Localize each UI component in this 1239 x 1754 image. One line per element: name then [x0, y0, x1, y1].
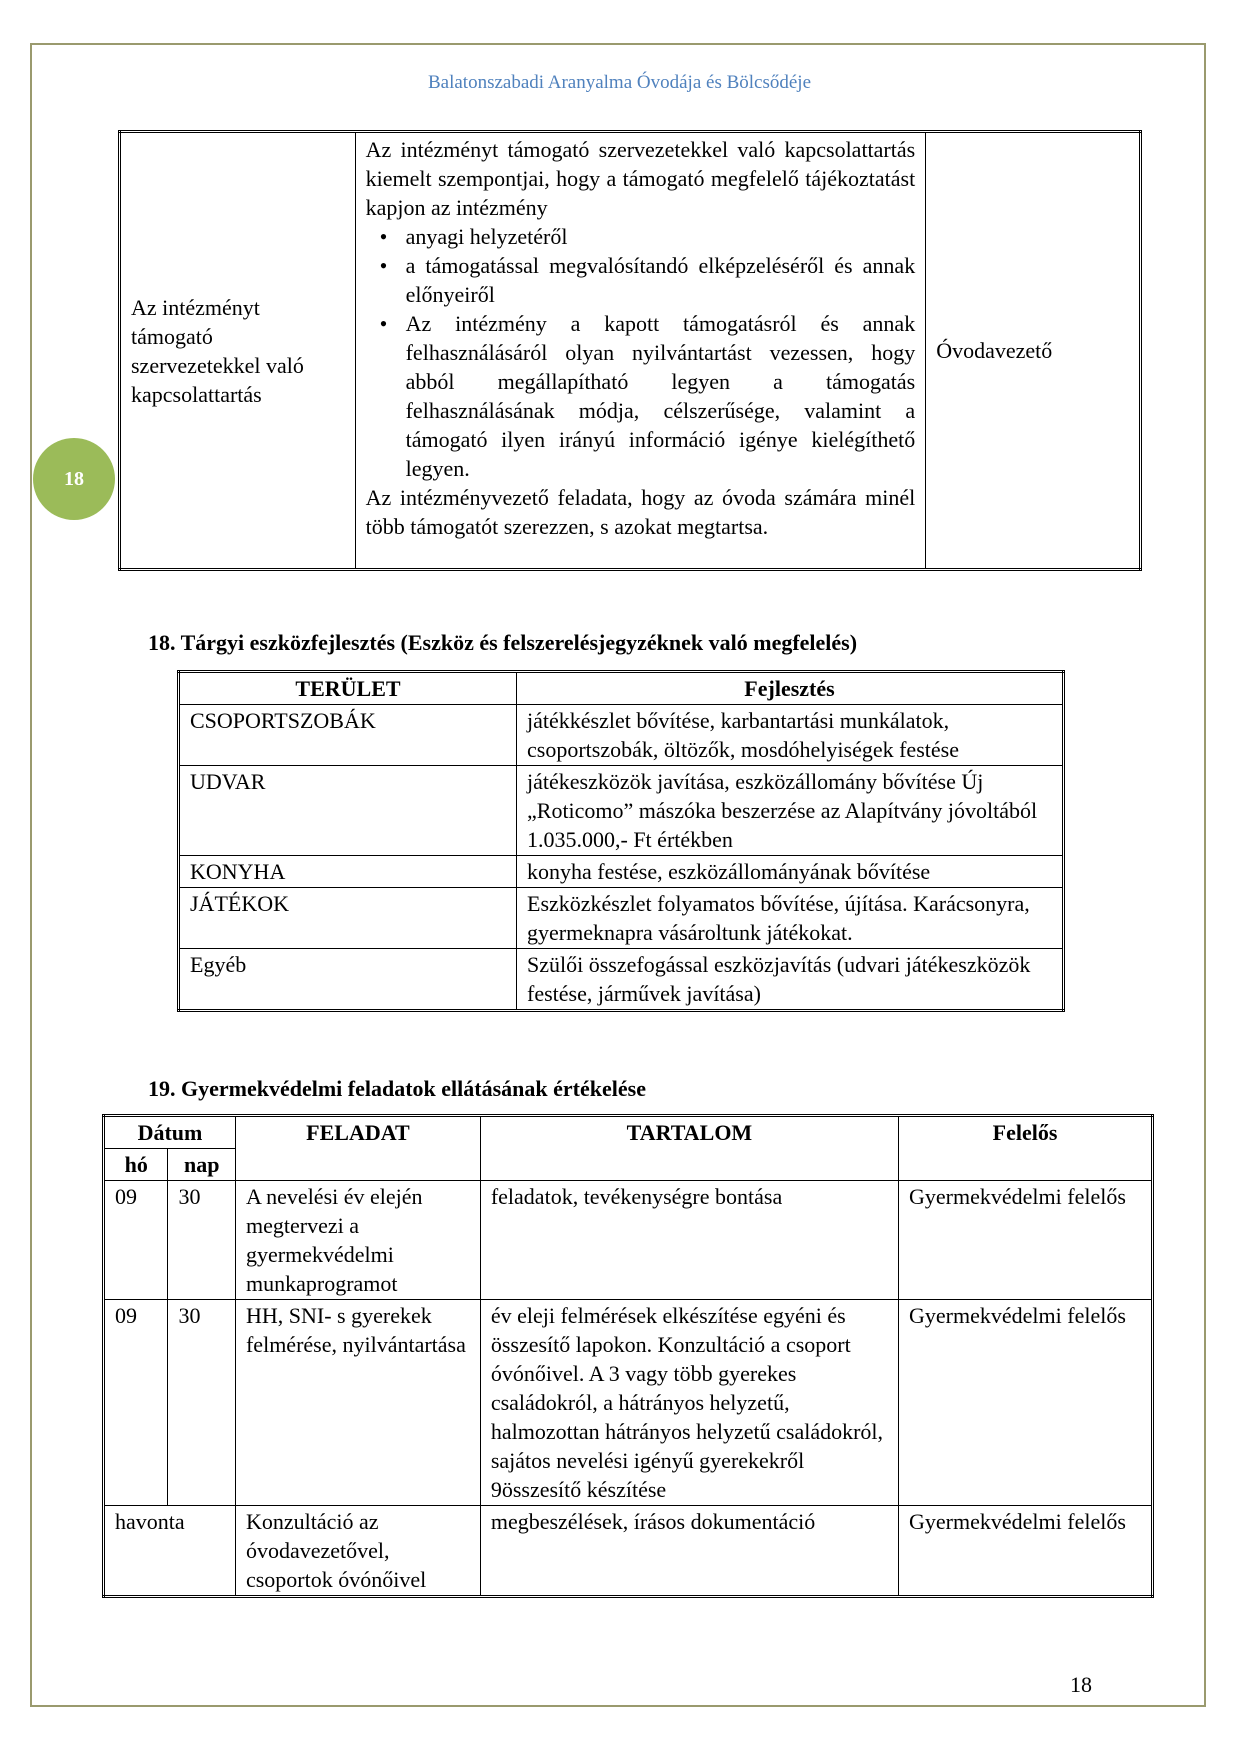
month-cell: 09	[104, 1300, 168, 1506]
table-header-row	[179, 672, 1064, 705]
table-row	[104, 1506, 1153, 1597]
month-cell: 09	[104, 1181, 168, 1300]
area-cell: CSOPORTSZOBÁK	[179, 705, 517, 766]
page-badge: 18	[33, 438, 115, 520]
table-row	[179, 888, 1064, 949]
equipment-table	[177, 670, 1065, 1012]
area-cell: Az intézményt támogató szervezetekkel való kapcsolattartás	[120, 132, 356, 570]
area-cell: JÁTÉKOK	[179, 888, 517, 949]
day-cell: 30	[168, 1300, 236, 1506]
table-row	[104, 1181, 1153, 1300]
table-row	[120, 132, 1141, 570]
table-header-row	[104, 1116, 1153, 1149]
intro-text: Az intézményt támogató szervezetekkel való kapcsolattartás kiemelt szempontjai, hogy a támogató megfelelő tájékoztatást kapjon az intézmény	[365, 137, 916, 220]
list-item: • Az intézmény a kapott támogatásról és annak felhasználásáról olyan nyilvántartást vezessen, hogy abból megállapítható legyen a támogatás felhasználásának módja, célszerűsége, valamint a támogató ilyen irányú információ igénye kielégíthető legyen.	[406, 309, 916, 483]
section-19-heading: 19. Gyermekvédelmi feladatok ellátásának értékelése	[148, 1076, 646, 1101]
bullet-list	[366, 222, 916, 483]
responsible-cell: Gyermekvédelmi felelős	[899, 1181, 1153, 1300]
dev-cell: konyha festése, eszközállományának bővítése	[517, 856, 1064, 888]
task-cell: Konzultáció az óvodavezetővel, csoportok óvónőivel	[235, 1506, 480, 1597]
column-header-responsible: Felelős	[899, 1116, 1153, 1181]
dev-cell: játékkészlet bővítése, karbantartási munkálatok, csoportszobák, öltözők, mosdóhelyiségek festése	[517, 705, 1064, 766]
date-cell: havonta	[104, 1506, 236, 1597]
column-header: Fejlesztés	[517, 672, 1064, 705]
task-cell: A nevelési év elején megtervezi a gyermekvédelmi munkaprogramot	[235, 1181, 480, 1300]
list-item: • a támogatással megvalósítandó elképzeléséről és annak előnyeiről	[406, 251, 916, 309]
column-header: TERÜLET	[179, 672, 517, 705]
responsible-cell: Gyermekvédelmi felelős	[899, 1300, 1153, 1506]
dev-cell: játékeszközök javítása, eszközállomány bővítése Új „Roticomo” mászóka beszerzése az Alapítvány jóvoltából 1.035.000,- Ft értékben	[517, 766, 1064, 856]
table-row	[104, 1300, 1153, 1506]
column-header-content: TARTALOM	[480, 1116, 898, 1181]
column-header-task: FELADAT	[235, 1116, 480, 1181]
support-organizations-table	[118, 130, 1142, 571]
child-protection-table	[102, 1114, 1154, 1598]
day-cell: 30	[168, 1181, 236, 1300]
area-cell: KONYHA	[179, 856, 517, 888]
content-cell	[355, 132, 926, 570]
table-row	[179, 856, 1064, 888]
content-cell: megbeszélések, írásos dokumentáció	[480, 1506, 898, 1597]
task-cell: HH, SNI- s gyerekek felmérése, nyilvántartása	[235, 1300, 480, 1506]
dev-cell: Eszközkészlet folyamatos bővítése, újítása. Karácsonyra, gyermeknapra vásároltunk játékokat.	[517, 888, 1064, 949]
table-row	[179, 766, 1064, 856]
area-cell: UDVAR	[179, 766, 517, 856]
column-header-month: hó	[104, 1149, 168, 1181]
running-header: Balatonszabadi Aranyalma Óvodája és Bölcsődéje	[427, 72, 812, 93]
column-header-date: Dátum	[104, 1116, 236, 1149]
page-number: 18	[1070, 1672, 1092, 1697]
column-header-day: nap	[168, 1149, 236, 1181]
dev-cell: Szülői összefogással eszközjavítás (udvari játékeszközök festése, járművek javítása)	[517, 949, 1064, 1011]
content-cell: év eleji felmérések elkészítése egyéni és összesítő lapokon. Konzultáció a csoport óvónőivel. A 3 vagy több gyerekes családokról, a hátrányos helyzetű, halmozottan hátrányos helyzetű családokról, sajátos nevelési igényű gyerekekről 9összesítő készítése	[480, 1300, 898, 1506]
responsible-cell: Óvodavezető	[926, 132, 1141, 570]
list-item: • anyagi helyzetéről	[406, 222, 916, 251]
responsible-cell: Gyermekvédelmi felelős	[899, 1506, 1153, 1597]
section-18-heading: 18. Tárgyi eszközfejlesztés (Eszköz és felszerelésjegyzéknek való megfelelés)	[148, 630, 858, 655]
outro-text: Az intézményvezető feladata, hogy az óvoda számára minél több támogatót szerezzen, s azokat megtartsa.	[365, 485, 916, 539]
content-cell: feladatok, tevékenységre bontása	[480, 1181, 898, 1300]
area-cell: Egyéb	[179, 949, 517, 1011]
table-row	[179, 949, 1064, 1011]
table-row	[179, 705, 1064, 766]
